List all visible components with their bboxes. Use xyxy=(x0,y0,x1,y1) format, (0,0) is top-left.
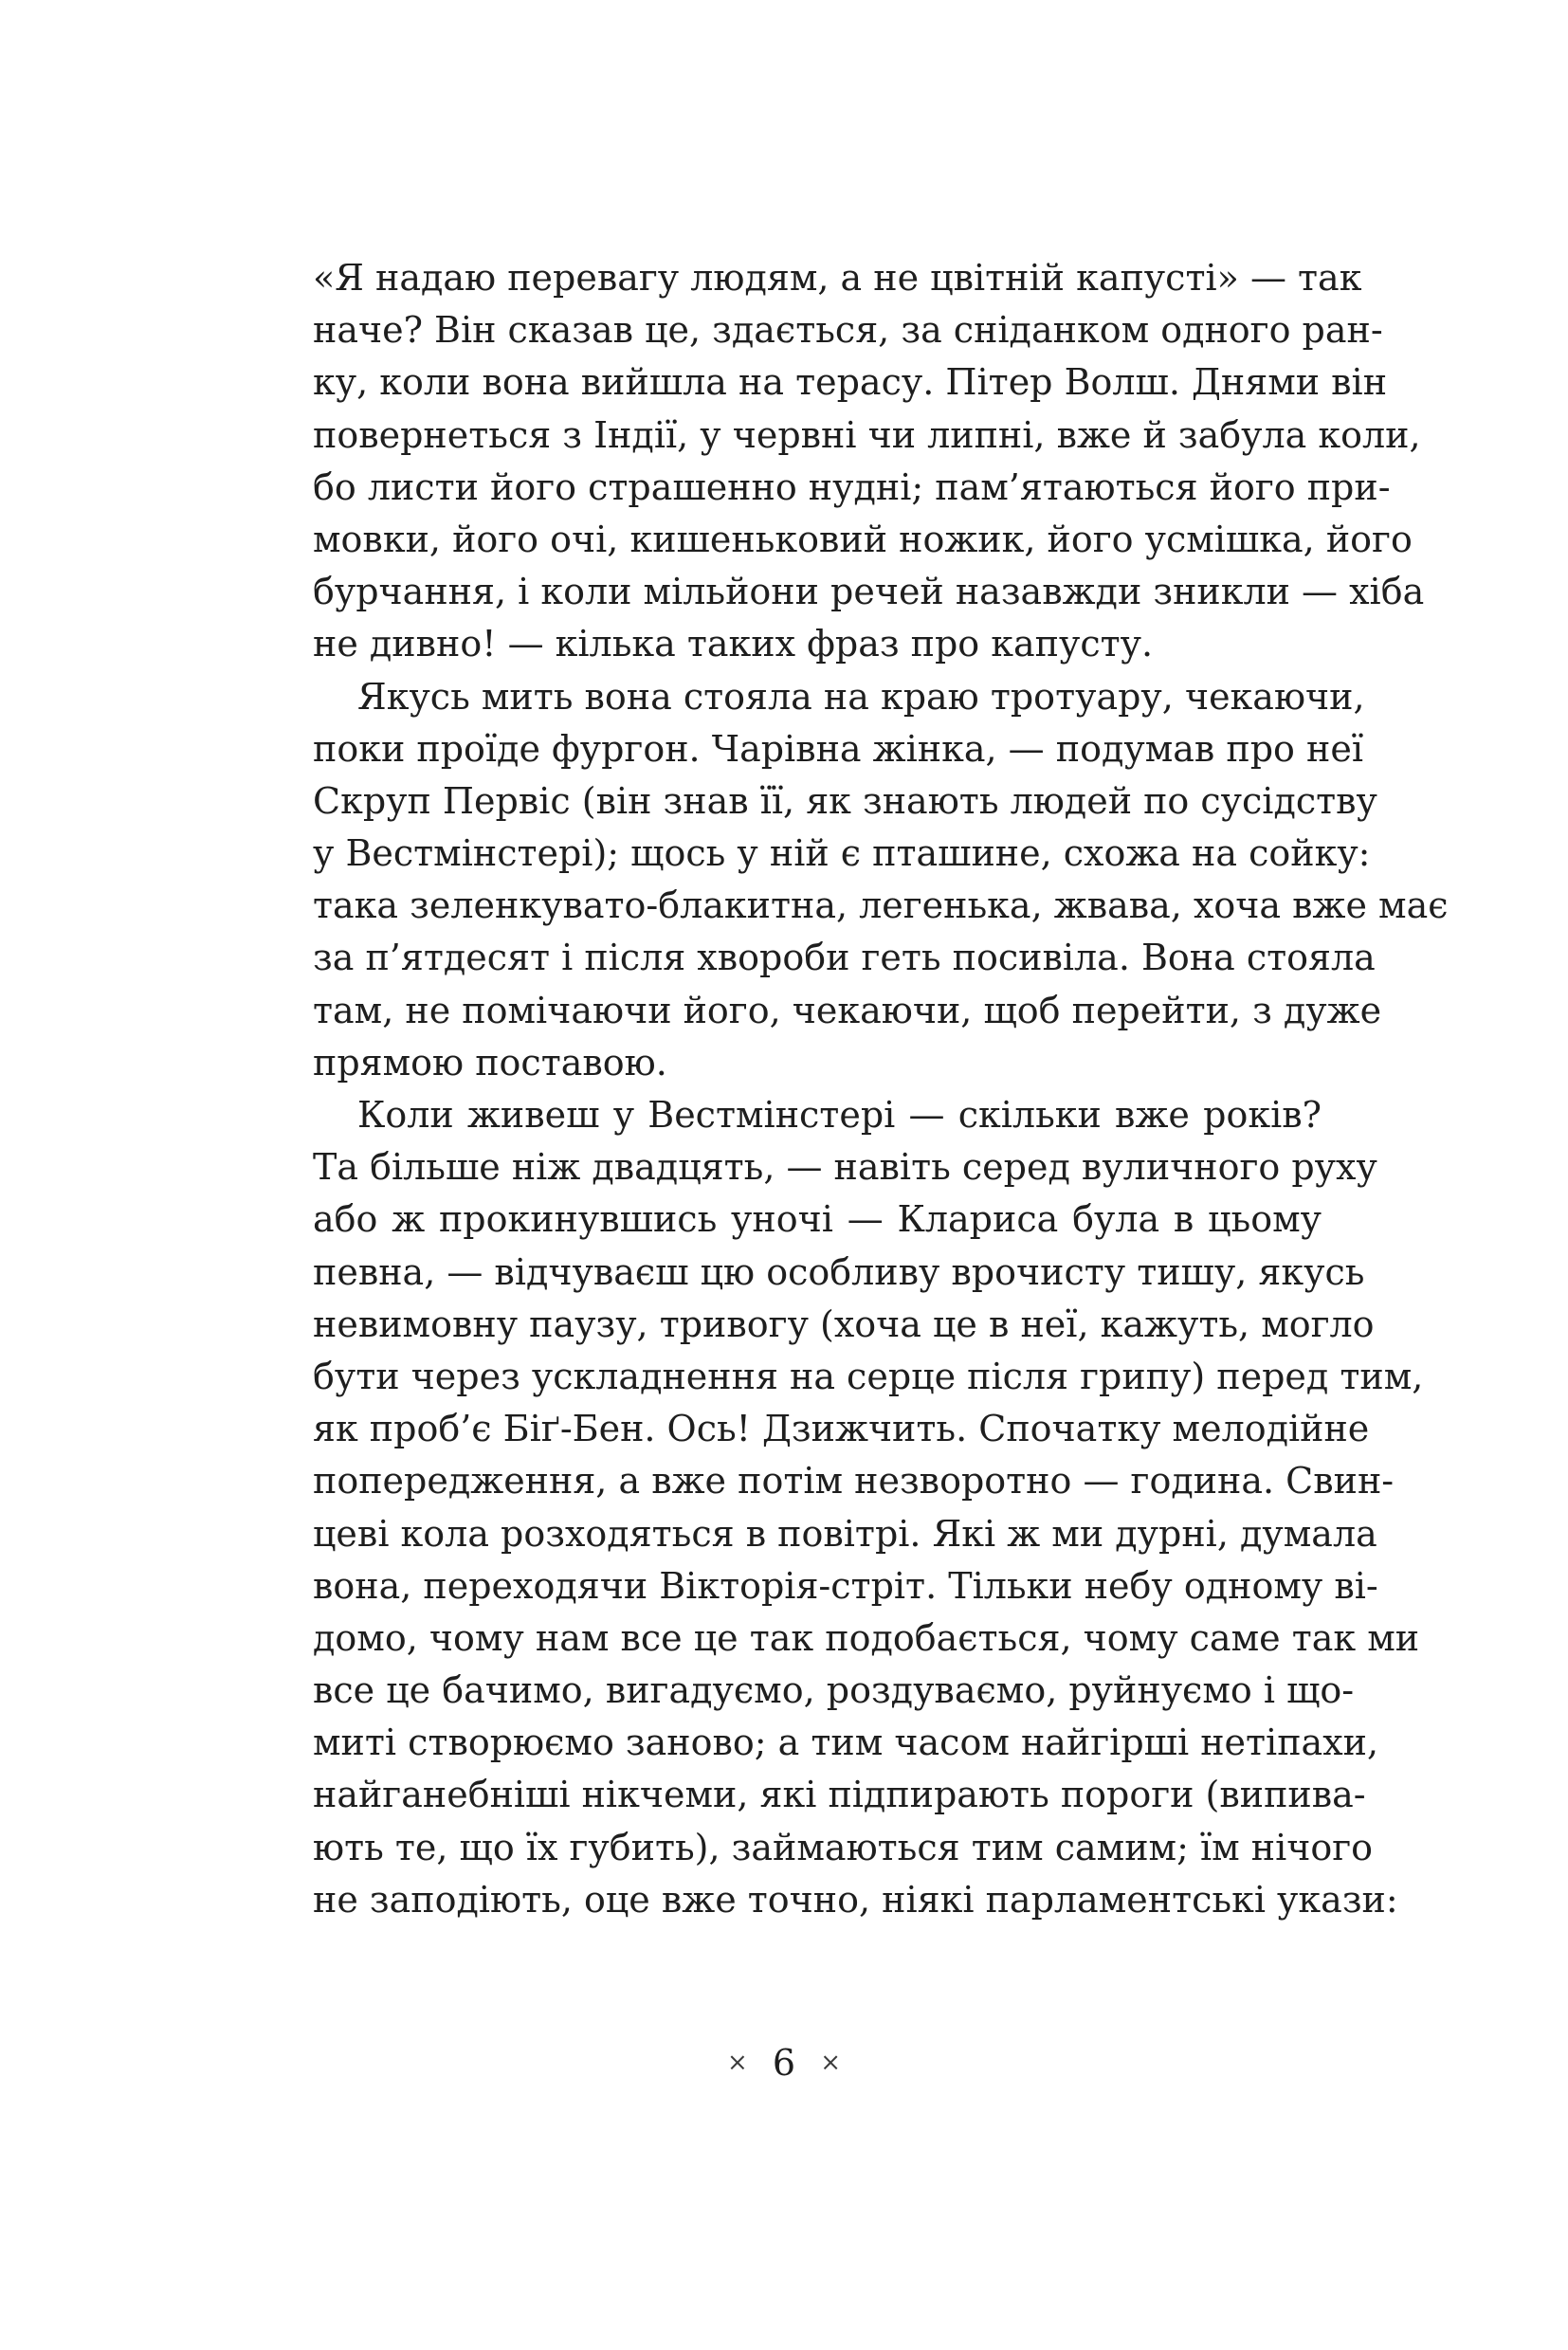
text-line: домо, чому нам все це так подобається, чому саме так ми xyxy=(313,1616,1420,1659)
text-line: прямою поставою. xyxy=(313,1041,667,1084)
text-line: наче? Він сказав це, здається, за сніданком одного ран- xyxy=(313,309,1383,352)
paragraph-3 xyxy=(313,1089,1424,1926)
paragraph-2 xyxy=(313,671,1449,1090)
text-line: ку, коли вона вийшла на терасу. Пітер Волш. Днями він xyxy=(313,361,1388,404)
text-line: миті створюємо заново; а тим часом найгірші нетіпахи, xyxy=(313,1722,1379,1764)
text-line: не дивно! — кілька таких фраз про капусту. xyxy=(313,623,1154,665)
text-line: за п’ятдесят і після хвороби геть посивіла. Вона стояла xyxy=(313,937,1376,979)
folio-ornament-left: × xyxy=(727,2049,748,2077)
text-line: як проб’є Біґ-Бен. Ось! Дзижчить. Спочатку мелодійне xyxy=(313,1408,1370,1450)
text-line: все це бачимо, вигадуємо, роздуваємо, руйнуємо і що- xyxy=(313,1669,1355,1712)
text-line: невимовну паузу, тривогу (хоча це в неї, кажуть, могло xyxy=(313,1303,1375,1345)
text-line: найганебніші нікчеми, які підпирають пороги (випива- xyxy=(313,1774,1366,1816)
text-line: у Вестмінстері); щось у ній є пташине, схожа на сойку: xyxy=(313,832,1371,875)
text-line: «Я надаю перевагу людям, а не цвітній капусті» — так xyxy=(313,257,1362,299)
text-line: така зеленкувато-блакитна, легенька, жвава, хоча вже має xyxy=(313,884,1449,927)
body-text xyxy=(313,252,1449,1926)
page-number: 6 xyxy=(772,2042,796,2084)
text-line: не заподіють, оце вже точно, ніякі парламентські укази: xyxy=(313,1878,1398,1921)
text-line: бути через ускладнення на серце після грипу) перед тим, xyxy=(313,1355,1424,1397)
text-line: або ж прокинувшись уночі — Клариса була в цьому xyxy=(313,1198,1322,1241)
text-line: ють те, що їх губить), займаються тим самим; їм нічого xyxy=(313,1826,1374,1868)
text-line: поки проїде фургон. Чарівна жінка, — подумав про неї xyxy=(313,727,1363,770)
paragraph-1 xyxy=(313,252,1425,671)
text-line: Скруп Первіс (він знав її, як знають людей по сусідству xyxy=(313,779,1377,822)
text-line: мовки, його очі, кишеньковий ножик, його усмішка, його xyxy=(313,518,1413,560)
folio-ornament-right: × xyxy=(820,2049,841,2077)
text-line: певна, — відчуваєш цю особливу врочисту тишу, якусь xyxy=(313,1250,1365,1293)
page-number-footer xyxy=(0,2034,1568,2089)
text-line: Якусь мить вона стояла на краю тротуару, чекаючи, xyxy=(357,675,1365,718)
text-line: бо листи його страшенно нудні; пам’ятаються його при- xyxy=(313,465,1391,508)
text-line: Та більше ніж двадцять, — навіть серед вуличного руху xyxy=(313,1146,1377,1189)
text-line: бурчання, і коли мільйони речей назавжди зникли — хіба xyxy=(313,571,1425,613)
text-line: цеві кола розходяться в повітрі. Які ж ми дурні, думала xyxy=(313,1512,1377,1555)
text-line: повернеться з Індії, у червні чи липні, вже й забула коли, xyxy=(313,413,1421,456)
text-line: там, не помічаючи його, чекаючи, щоб перейти, з дуже xyxy=(313,989,1382,1031)
text-line: вона, переходячи Вікторія-стріт. Тільки небу одному ві- xyxy=(313,1564,1378,1607)
text-line: Коли живеш у Вестмінстері — скільки вже років? xyxy=(357,1094,1322,1136)
text-line: попередження, а вже потім незворотно — година. Свин- xyxy=(313,1460,1395,1503)
